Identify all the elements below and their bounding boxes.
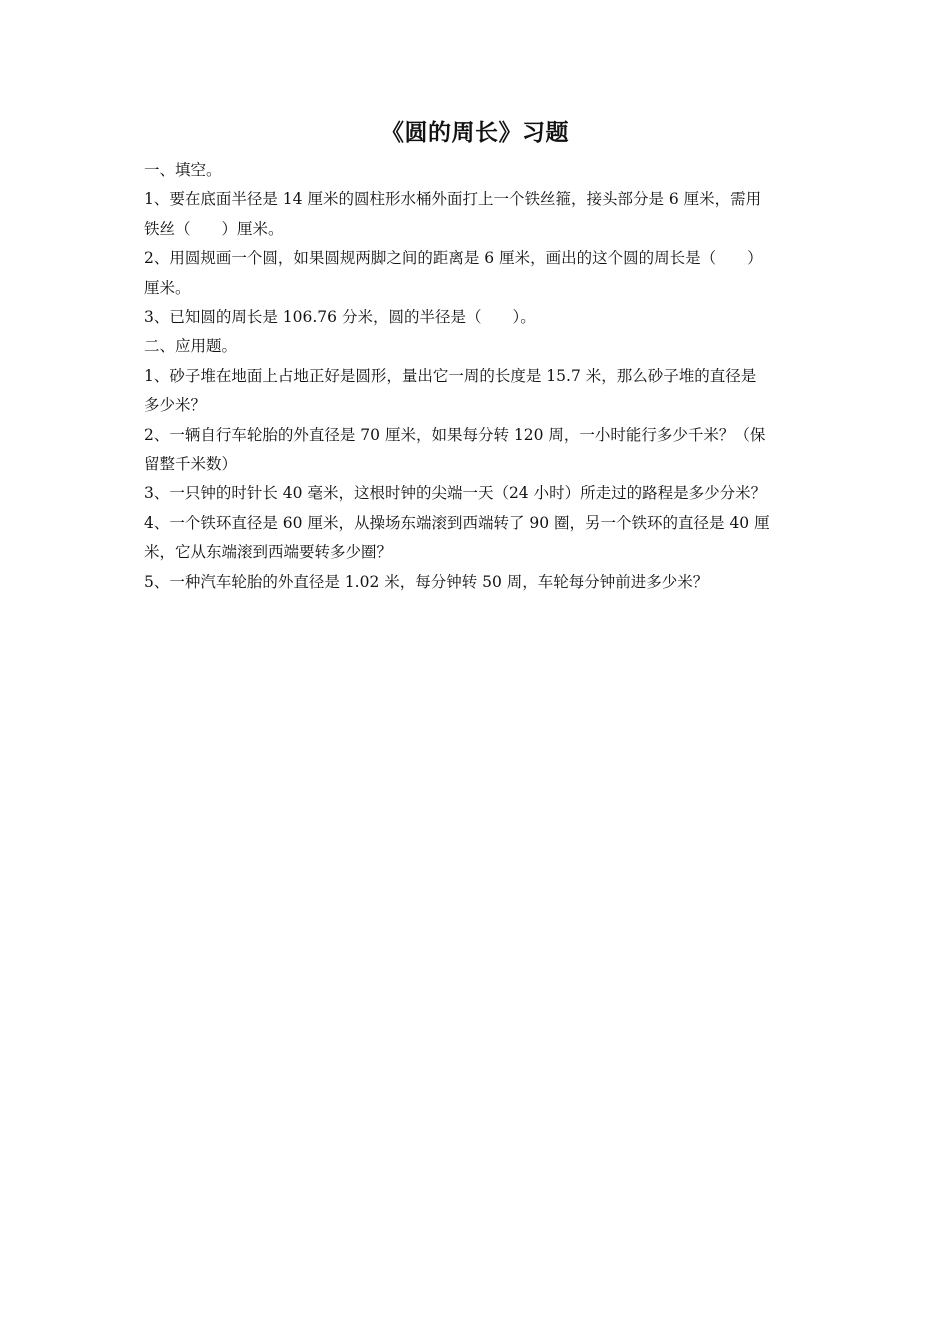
apply-question-1-line-2: 多少米？ (144, 396, 207, 415)
apply-question-3-line-1: 3、一只钟的时针长 40 毫米，这根时钟的尖端一天（24 小时）所走过的路程是多少分米？ (144, 484, 767, 503)
section-heading-apply: 二、应用题。 (144, 337, 238, 356)
section-heading-fill: 一、填空。 (144, 161, 222, 179)
document-title: 《圆的周长》习题 (381, 119, 569, 146)
apply-question-1-line-1: 1、砂子堆在地面上占地正好是圆形，量出它一周的长度是 15.7 米，那么砂子堆的直径是 (144, 366, 757, 385)
document-body (144, 156, 800, 597)
fill-question-1-line-2: 铁丝（ ）厘米。 (144, 219, 284, 238)
apply-question-5-line-1: 5、一种汽车轮胎的外直径是 1.02 米，每分钟转 50 周，车轮每分钟前进多少米？ (144, 572, 709, 591)
apply-question-2-line-1: 2、一辆自行车轮胎的外直径是 70 厘米，如果每分转 120 周，一小时能行多少千米？（保 (144, 425, 766, 444)
fill-question-3-line-1: 3、已知圆的周长是 106.76 分米，圆的半径是（ ）。 (144, 308, 536, 327)
apply-question-4-line-2: 米，它从东端滚到西端要转多少圈？ (144, 543, 393, 562)
fill-question-2-line-1: 2、用圆规画一个圆，如果圆规两脚之间的距离是 6 厘米，画出的这个圆的周长是（ ） (144, 249, 763, 268)
fill-question-1-line-1: 1、要在底面半径是 14 厘米的圆柱形水桶外面打上一个铁丝箍，接头部分是 6 厘米，需用 (144, 190, 762, 209)
apply-question-2-line-2: 留整千米数） (144, 455, 238, 474)
fill-question-2-line-2: 厘米。 (144, 278, 191, 297)
apply-question-4-line-1: 4、一个铁环直径是 60 厘米，从操场东端滚到西端转了 90 圈，另一个铁环的直径是 40 厘 (144, 513, 770, 532)
